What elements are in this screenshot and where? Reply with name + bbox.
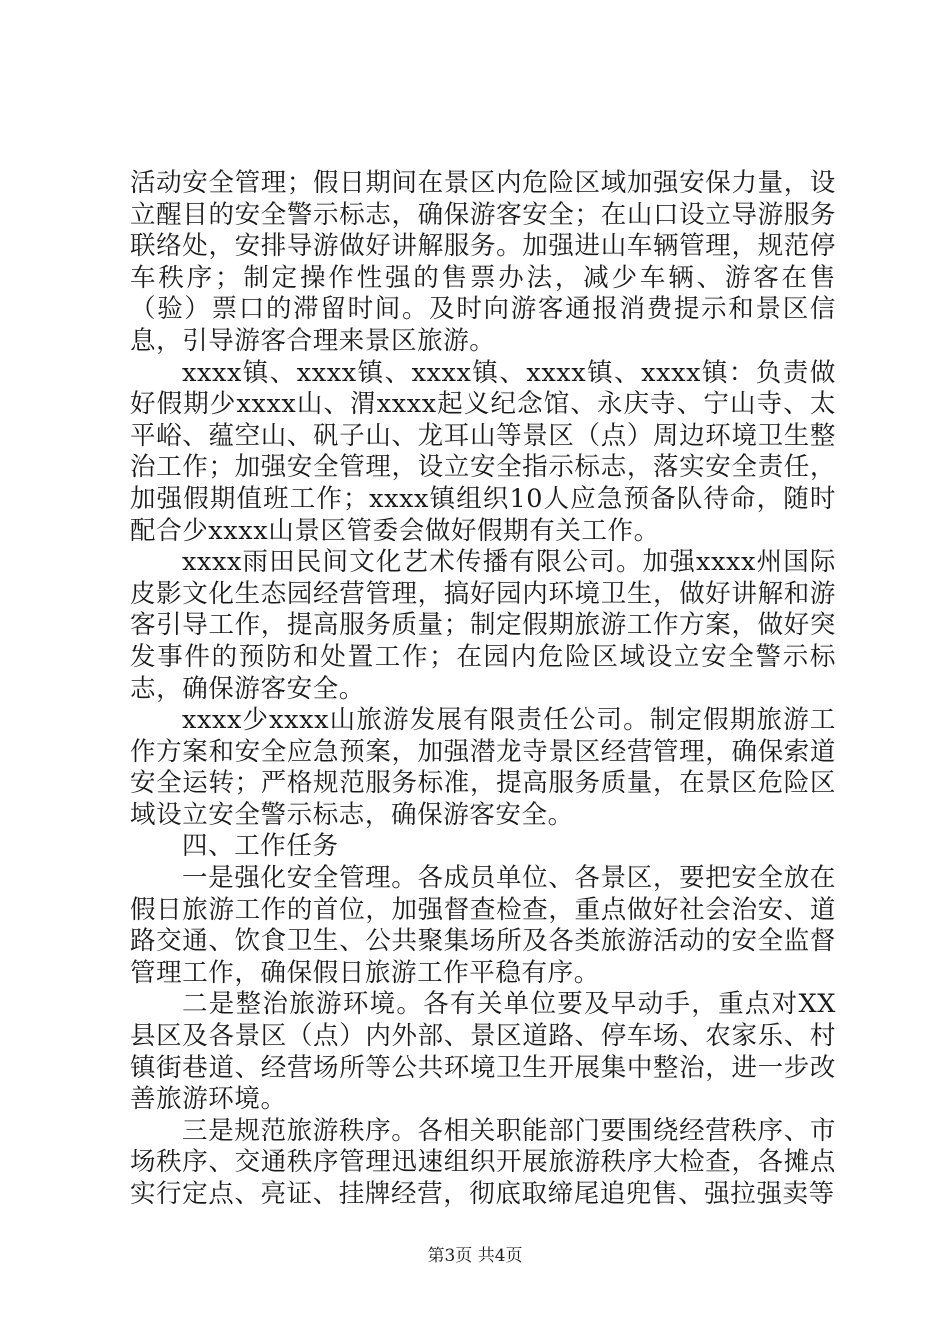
paragraph-1: 活动安全管理；假日期间在景区内危险区域加强安保力量，设立醒目的安全警示标志，确保游客安全；在山口设立导游服务联络处，安排导游做好讲解服务。加强进山车辆管理，规范停车秩序；制定操作性强的售票办法，减少车辆、游客在售（验）票口的滞留时间。及时向游客通报消费提示和景区信息，引导游客合理来景区旅游。	[130, 168, 836, 356]
paragraph-3: xxxx雨田民间文化艺术传播有限公司。加强xxxx州国际皮影文化生态园经营管理，搞好园内环境卫生，做好讲解和游客引导工作，提高服务质量；制定假期旅游工作方案，做好突发事件的预防和处置工作；在园内危险区域设立安全警示标志，确保游客安全。	[130, 547, 836, 704]
paragraph-4: xxxx少xxxx山旅游发展有限责任公司。制定假期旅游工作方案和安全应急预案，加强潜龙寺景区经营管理，确保索道安全运转；严格规范服务标准，提高服务质量，在景区危险区域设立安全警示标志，确保游客安全。	[130, 705, 836, 830]
page-number-footer: 第3页 共4页	[427, 1246, 523, 1266]
paragraph-6: 二是整治旅游环境。各有关单位要及早动手，重点对XX县区及各景区（点）内外部、景区道路、停车场、农家乐、村镇街巷道、经营场所等公共环境卫生开展集中整治，进一步改善旅游环境。	[130, 989, 836, 1115]
paragraph-2: xxxx镇、xxxx镇、xxxx镇、xxxx镇、xxxx镇：负责做好假期少xxxx山、渭xxxx起义纪念馆、永庆寺、宁山寺、太平峪、蕴空山、矾子山、龙耳山等景区（点）周边环境卫生整治工作；加强安全管理，设立安全指示标志，落实安全责任，加强假期值班工作；xxxx镇组织10人应急预备队待命，随时配合少xxxx山景区管委会做好假期有关工作。	[130, 357, 836, 546]
paragraph-5: 一是强化安全管理。各成员单位、各景区，要把安全放在假日旅游工作的首位，加强督查检查，重点做好社会治安、道路交通、饮食卫生、公共聚集场所及各类旅游活动的安全监督管理工作，确保假日旅游工作平稳有序。	[130, 863, 836, 988]
document-body	[130, 168, 836, 1211]
section-heading: 四、工作任务	[182, 831, 339, 862]
paragraph-7: 三是规范旅游秩序。各相关职能部门要围绕经营秩序、市场秩序、交通秩序管理迅速组织开展旅游秩序大检查，各摊点实行定点、亮证、挂牌经营，彻底取缔尾追兜售、强拉强卖等	[130, 1115, 836, 1209]
